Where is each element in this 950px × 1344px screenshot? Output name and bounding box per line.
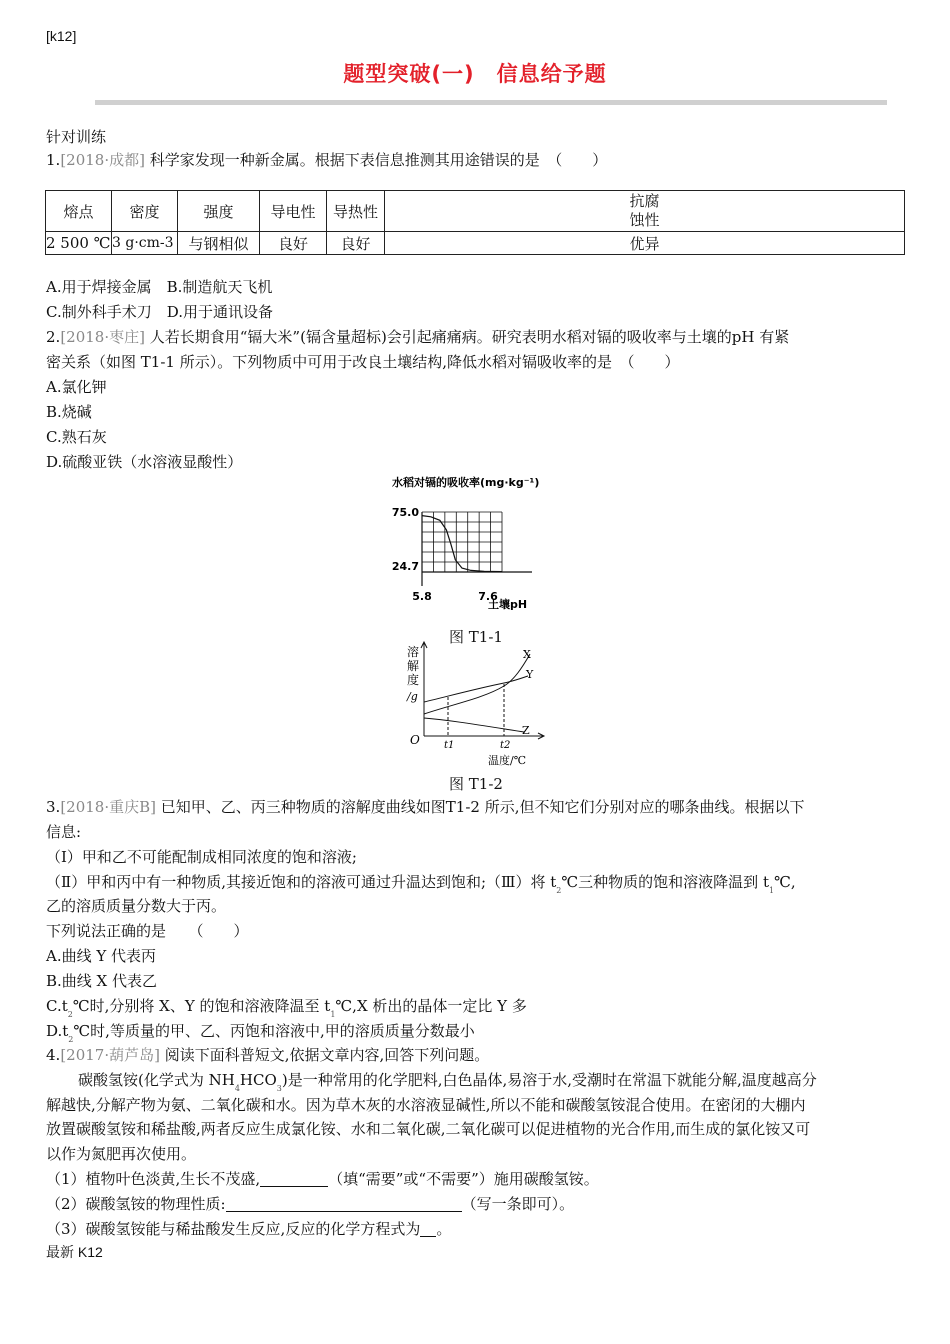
curve-label: Z	[522, 724, 530, 737]
q2-source: [2018·枣庄]	[60, 328, 145, 346]
q4-stem-line	[46, 1044, 489, 1066]
curve-z	[424, 718, 524, 732]
y-label-char: /g	[407, 690, 418, 703]
q3-condition-1: （Ⅰ）甲和乙不可能配制成相同浓度的饱和溶液;	[46, 848, 357, 866]
curve-x	[424, 654, 530, 714]
origin-label: O	[410, 733, 420, 747]
text-segment: 。	[436, 1220, 452, 1238]
t1-label: t1	[444, 740, 455, 751]
q4-passage-line-2: 解越快,分解产物为氨、二氧化碳和水。因为草木灰的水溶液显碱性,所以不能和碳酸氢铵混合使用。在密闭的大棚内	[46, 1096, 806, 1114]
text-segment: （2）碳酸氢铵的物理性质:	[46, 1195, 226, 1213]
q4-source: [2017·葫芦岛]	[60, 1046, 160, 1064]
answer-blank[interactable]	[420, 1220, 436, 1237]
table-row	[46, 232, 905, 255]
q3-condition-3: 乙的溶质质量分数大于丙。	[46, 897, 227, 915]
table-cell: 与钢相似	[178, 232, 260, 255]
figure-caption: 图 T1-1	[449, 628, 503, 646]
table-cell: 2 500 ℃	[46, 232, 112, 255]
subscript: 1	[768, 886, 775, 895]
table-header-text: 蚀性	[629, 211, 660, 229]
q2-stem-line-1	[46, 326, 789, 348]
q2-number: 2.	[46, 328, 61, 346]
curve-label: Y	[526, 668, 534, 681]
subscript: 2	[556, 886, 562, 895]
subscript: 4	[234, 1084, 240, 1093]
q4-number: 4.	[46, 1046, 61, 1064]
table-header-cell: 导电性	[260, 191, 327, 232]
tick-label: 7.6	[478, 590, 498, 603]
table-cell: 良好	[260, 232, 327, 255]
table-header-cell: 熔点	[46, 191, 112, 232]
q3-source: [2018·重庆B]	[60, 798, 156, 816]
text-segment: ℃时,等质量的甲、乙、丙饱和溶液中,甲的溶质质量分数最小	[73, 1022, 475, 1040]
subscript: 2	[67, 1010, 73, 1019]
text-segment: D.t	[46, 1022, 69, 1040]
text-segment: C.t	[46, 997, 68, 1015]
text-segment: （1）植物叶色淡黄,生长不茂盛,	[46, 1170, 261, 1188]
subscript: 1	[330, 1010, 336, 1019]
chart-grid	[422, 512, 532, 586]
chart-title: 水稻对镉的吸收率(mg·kg⁻¹)	[392, 476, 540, 489]
answer-blank[interactable]	[260, 1170, 328, 1187]
solubility-chart	[404, 640, 554, 770]
text-segment: （填“需要”或“不需要”）施用碳酸氢铵。	[328, 1170, 599, 1188]
q1-stem: 科学家发现一种新金属。根据下表信息推测其用途错误的是 （ ）	[149, 151, 608, 169]
q3-ask: 下列说法正确的是 （ ）	[46, 922, 249, 940]
q2-stem: 人若长期食用“镉大米”(镉含量超标)会引起痛痛病。研究表明水稻对镉的吸收率与土壤的pH 有紧	[149, 328, 790, 346]
table-header-cell	[385, 191, 905, 232]
text-segment: （3）碳酸氢铵能与稀盐酸发生反应,反应的化学方程式为	[46, 1220, 421, 1238]
q1-stem-line	[46, 149, 607, 171]
q4-subquestion-2	[46, 1193, 574, 1215]
q3-option-a: A.曲线 Y 代表丙	[46, 947, 157, 965]
header-tag: [k12]	[46, 28, 77, 44]
text-segment: ℃三种物质的饱和溶液降温到 t	[561, 873, 769, 891]
q3-option-b: B.曲线 X 代表乙	[46, 972, 158, 990]
table-cell: 3 g·cm-3	[112, 232, 178, 255]
q3-stem: 已知甲、乙、丙三种物质的溶解度曲线如图T1-2 所示,但不知它们分别对应的哪条曲线。根据以下	[160, 798, 805, 816]
figure-caption: 图 T1-2	[449, 775, 503, 793]
tick-label: 24.7	[391, 560, 419, 573]
q2-option: A.氯化钾	[46, 378, 107, 396]
title-divider	[95, 100, 887, 105]
q3-stem-line-2: 信息:	[46, 823, 82, 841]
subscript: 2	[68, 1035, 74, 1044]
text-segment: ℃时,分别将 X、Y 的饱和溶液降温至 t	[72, 997, 331, 1015]
q4-subquestion-3	[46, 1218, 451, 1240]
table-cell: 优异	[385, 232, 905, 255]
table-cell: 良好	[327, 232, 385, 255]
t2-label: t2	[500, 740, 511, 751]
text-segment: ℃,	[774, 873, 796, 891]
text-segment: ℃,X 析出的晶体一定比 Y 多	[335, 997, 527, 1015]
tick-label: 75.0	[391, 506, 419, 519]
table-header-text: 抗腐	[629, 192, 660, 210]
q2-option: C.熟石灰	[46, 428, 107, 446]
y-label-char: 解	[407, 659, 420, 673]
text-segment: HCO	[239, 1071, 277, 1089]
curve-label: X	[523, 648, 531, 661]
x-axis-label: 温度/℃	[488, 754, 527, 767]
text-segment: （Ⅱ）甲和丙中有一种物质,其接近饱和的溶液可通过升温达到饱和;（Ⅲ）将 t	[46, 873, 557, 891]
table-header-cell: 导热性	[327, 191, 385, 232]
text-segment: （写一条即可）。	[461, 1195, 575, 1213]
q4-subquestion-1	[46, 1168, 599, 1190]
q2-option: D.硫酸亚铁（水溶液显酸性）	[46, 453, 243, 471]
subscript: 3	[276, 1084, 282, 1093]
q1-number: 1.	[46, 151, 61, 169]
tick-label: 5.8	[412, 590, 432, 603]
answer-blank[interactable]	[226, 1195, 462, 1212]
text-segment: )是一种常用的化学肥料,白色晶体,易溶于水,受潮时在常温下就能分解,温度越高分	[281, 1071, 817, 1089]
q4-stem: 阅读下面科普短文,依据文章内容,回答下列问题。	[164, 1046, 490, 1064]
page-title: 题型突破(一) 信息给予题	[343, 62, 607, 86]
y-label-char: 度	[407, 673, 420, 687]
q1-options-2: C.制外科手术刀 D.用于通讯设备	[46, 303, 273, 321]
q3-stem-line-1	[46, 796, 804, 818]
cadmium-absorption-chart	[380, 470, 570, 615]
table-header-cell: 密度	[112, 191, 178, 232]
metal-properties-table	[45, 190, 905, 255]
q2-stem-line-2: 密关系（如图 T1-1 所示）。下列物质中可用于改良土壤结构,降低水稻对镉吸收率的是 （ ）	[46, 353, 680, 371]
absorption-curve	[422, 516, 502, 572]
q3-number: 3.	[46, 798, 61, 816]
q4-passage-line-4: 以作为氮肥再次使用。	[46, 1145, 197, 1163]
table-header-row	[46, 191, 905, 232]
q1-source: [2018·成都]	[60, 151, 145, 169]
chart-x-label: 土壤pH	[488, 598, 528, 611]
table-header-cell: 强度	[178, 191, 260, 232]
q4-passage-line-3: 放置碳酸氢铵和稀盐酸,两者反应生成氯化铵、水和二氧化碳,二氧化碳可以促进植物的光合作用,而生成的氯化铵又可	[46, 1120, 811, 1138]
q2-option: B.烧碱	[46, 403, 92, 421]
text-segment: 碳酸氢铵(化学式为 NH	[78, 1071, 235, 1089]
y-label-char: 溶	[407, 645, 420, 659]
section-label: 针对训练	[46, 128, 107, 146]
footer-text: 最新 K12	[46, 1244, 103, 1260]
q1-options-1: A.用于焊接金属 B.制造航天飞机	[46, 278, 273, 296]
